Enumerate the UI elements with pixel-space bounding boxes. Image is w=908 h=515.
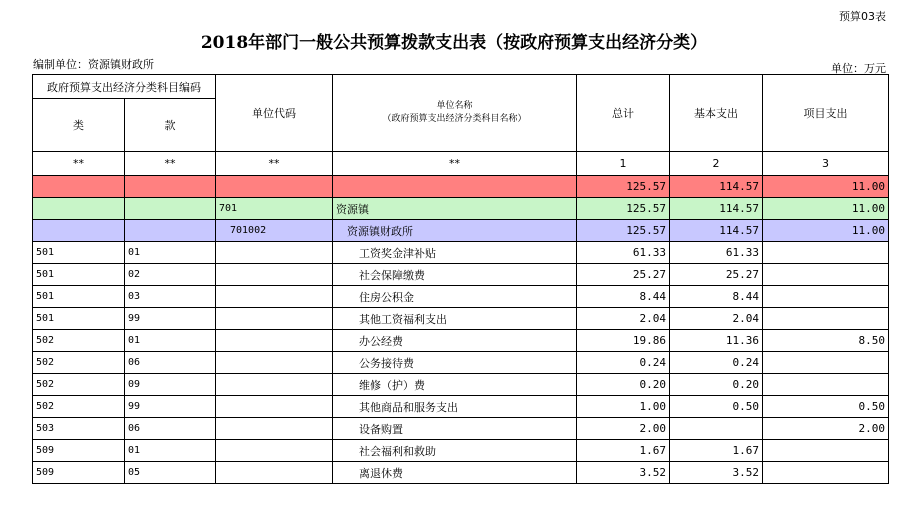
cell-lei: [33, 220, 125, 242]
cell-total: 3.52: [577, 462, 670, 484]
cell-project: 11.00: [763, 220, 889, 242]
header-unit-code: 单位代码: [216, 75, 333, 152]
cell-total: 0.20: [577, 374, 670, 396]
table-row: [33, 462, 889, 484]
cell-total: 25.27: [577, 264, 670, 286]
cell-code: [216, 440, 333, 462]
table-row: [33, 264, 889, 286]
cell-basic: 61.33: [670, 242, 763, 264]
cell-basic: [670, 418, 763, 440]
cell-name: 离退休费: [333, 462, 577, 484]
cell-project: [763, 374, 889, 396]
cell-lei: 501: [33, 286, 125, 308]
cell-code: [216, 242, 333, 264]
header-econ-code-group: 政府预算支出经济分类科目编码: [33, 75, 216, 99]
cell-lei: 502: [33, 374, 125, 396]
cell-lei: [33, 176, 125, 198]
cell-basic: 0.50: [670, 396, 763, 418]
cell-kuan: 03: [125, 286, 216, 308]
cell-kuan: 99: [125, 308, 216, 330]
cell-total: 0.24: [577, 352, 670, 374]
header-unit-name-line1: 单位名称: [436, 101, 473, 111]
cell-name: 维修（护）费: [333, 374, 577, 396]
cell-project: 8.50: [763, 330, 889, 352]
cell-kuan: 06: [125, 352, 216, 374]
cell-total: 125.57: [577, 198, 670, 220]
cell-kuan: [125, 198, 216, 220]
cell-basic: 2.04: [670, 308, 763, 330]
cell-basic: 0.20: [670, 374, 763, 396]
cell-name: 社会福利和救助: [333, 440, 577, 462]
cell-kuan: 01: [125, 330, 216, 352]
cell-basic: 114.57: [670, 198, 763, 220]
header-total: 总计: [577, 75, 670, 152]
cell-project: 11.00: [763, 198, 889, 220]
index-cell: 3: [763, 152, 889, 176]
cell-lei: 502: [33, 352, 125, 374]
index-cell: 2: [670, 152, 763, 176]
cell-kuan: 02: [125, 264, 216, 286]
cell-name: 住房公积金: [333, 286, 577, 308]
cell-total: 2.04: [577, 308, 670, 330]
cell-lei: 502: [33, 330, 125, 352]
cell-code: [216, 308, 333, 330]
header-unit-name: [333, 75, 577, 152]
cell-total: 8.44: [577, 286, 670, 308]
table-row: [33, 242, 889, 264]
cell-basic: 1.67: [670, 440, 763, 462]
cell-name: 资源镇财政所: [333, 220, 577, 242]
index-cell: **: [216, 152, 333, 176]
cell-basic: 25.27: [670, 264, 763, 286]
cell-kuan: 01: [125, 242, 216, 264]
cell-kuan: [125, 220, 216, 242]
cell-code: [216, 462, 333, 484]
cell-code: [216, 396, 333, 418]
cell-total: 2.00: [577, 418, 670, 440]
table-row: [33, 286, 889, 308]
cell-kuan: 01: [125, 440, 216, 462]
budget-table: [32, 74, 889, 484]
cell-kuan: 99: [125, 396, 216, 418]
cell-basic: 11.36: [670, 330, 763, 352]
header-kuan: 款: [125, 99, 216, 152]
cell-code: [216, 418, 333, 440]
compiling-unit: 编制单位：资源镇财政所: [33, 58, 154, 71]
cell-kuan: 09: [125, 374, 216, 396]
cell-total: 1.67: [577, 440, 670, 462]
cell-total: 125.57: [577, 220, 670, 242]
cell-code: [216, 176, 333, 198]
cell-lei: 501: [33, 308, 125, 330]
index-cell: 1: [577, 152, 670, 176]
cell-total: 1.00: [577, 396, 670, 418]
cell-lei: 501: [33, 264, 125, 286]
cell-code: 701: [216, 198, 333, 220]
header-unit-name-line2: （政府预算支出经济分类科目名称）: [382, 114, 527, 124]
cell-project: [763, 264, 889, 286]
cell-kuan: [125, 176, 216, 198]
cell-name: 社会保障缴费: [333, 264, 577, 286]
cell-kuan: 05: [125, 462, 216, 484]
unit-row: [33, 220, 889, 242]
currency-unit: 单位：万元: [831, 62, 886, 75]
header-basic: 基本支出: [670, 75, 763, 152]
cell-lei: 509: [33, 462, 125, 484]
cell-name: 资源镇: [333, 198, 577, 220]
cell-project: [763, 352, 889, 374]
index-cell: **: [333, 152, 577, 176]
cell-lei: 502: [33, 396, 125, 418]
cell-total: 19.86: [577, 330, 670, 352]
cell-name: [333, 176, 577, 198]
table-row: [33, 308, 889, 330]
index-cell: **: [125, 152, 216, 176]
column-index-row: [33, 152, 889, 176]
table-row: [33, 418, 889, 440]
table-row: [33, 330, 889, 352]
cell-lei: [33, 198, 125, 220]
cell-basic: 114.57: [670, 220, 763, 242]
cell-lei: 503: [33, 418, 125, 440]
page-title: 2018年部门一般公共预算拨款支出表（按政府预算支出经济分类）: [200, 33, 708, 53]
cell-total: 125.57: [577, 176, 670, 198]
department-row: [33, 198, 889, 220]
table-row: [33, 352, 889, 374]
cell-project: 0.50: [763, 396, 889, 418]
cell-basic: 114.57: [670, 176, 763, 198]
cell-code: [216, 264, 333, 286]
cell-name: 其他工资福利支出: [333, 308, 577, 330]
header-project: 项目支出: [763, 75, 889, 152]
cell-code: [216, 352, 333, 374]
table-row: [33, 440, 889, 462]
table-row: [33, 374, 889, 396]
table-number-label: 预算03表: [839, 10, 886, 23]
cell-code: [216, 330, 333, 352]
cell-name: 其他商品和服务支出: [333, 396, 577, 418]
cell-code: 701002: [216, 220, 333, 242]
cell-project: [763, 242, 889, 264]
table-row: [33, 396, 889, 418]
cell-basic: 8.44: [670, 286, 763, 308]
cell-code: [216, 286, 333, 308]
cell-name: 公务接待费: [333, 352, 577, 374]
cell-lei: 509: [33, 440, 125, 462]
cell-total: 61.33: [577, 242, 670, 264]
cell-project: [763, 286, 889, 308]
cell-project: [763, 440, 889, 462]
total-row: [33, 176, 889, 198]
cell-name: 设备购置: [333, 418, 577, 440]
cell-kuan: 06: [125, 418, 216, 440]
cell-code: [216, 374, 333, 396]
cell-lei: 501: [33, 242, 125, 264]
cell-name: 工资奖金津补贴: [333, 242, 577, 264]
cell-project: 2.00: [763, 418, 889, 440]
cell-basic: 3.52: [670, 462, 763, 484]
cell-name: 办公经费: [333, 330, 577, 352]
cell-project: [763, 462, 889, 484]
cell-project: [763, 308, 889, 330]
index-cell: **: [33, 152, 125, 176]
header-lei: 类: [33, 99, 125, 152]
cell-basic: 0.24: [670, 352, 763, 374]
cell-project: 11.00: [763, 176, 889, 198]
